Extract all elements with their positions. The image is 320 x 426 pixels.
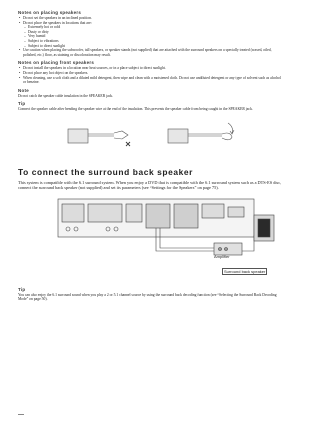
placing-speakers-section [18,10,282,57]
right-cable-drawing [168,123,234,143]
surround-section [18,167,282,191]
speaker-grille [258,219,270,237]
amplifier-label: Amplifier [214,253,230,259]
note-section [18,88,282,99]
placing-bullet-1: • Do not set the speakers in an inclined position. [23,16,282,21]
connector-block-5 [228,207,244,217]
connection-diagram [18,195,282,287]
cable-diagram-svg [18,115,282,161]
amplifier-knob-2 [225,247,228,250]
speaker-terminals [146,204,170,228]
tip2-section [18,287,282,302]
right-jack [168,129,188,143]
placing-dash-1: – Extremely hot or cold [28,25,282,30]
right-bent-wire [222,133,232,140]
left-cable-drawing [68,129,130,146]
placing-caution: • Use caution when placing the subwoofer, tall speakers, or speaker stands (not supplied) that are attached with the surround speakers on a specially treated (waxed, oiled, polished, etc.) floor, as staining or discoloration may result. [23,48,282,57]
placing-dash-4: – Subject to vibrations [28,39,282,44]
connector-block-2 [88,204,122,222]
placing-front-heading: Notes on placing front speakers [18,60,95,66]
left-jack [68,129,88,143]
cable-to-speaker [242,235,254,251]
tip1-heading: Tip [18,101,26,107]
tip1-text: Connect the speaker cable after bending the speaker wire at the end of the insulation. This prevents the speaker cable from being caught in the SPEAKER jack. [18,107,253,112]
x-mark-icon [126,142,130,146]
surround-text: This system is compatible with the 6.1 surround system. When you enjoy a DVD that is compatible with the 6.1 surround system such as a DTS-ES disc, connect the surround back speaker (not supplied) and set its parameters (see “Settings for the Speakers” on page 75). [18,179,282,191]
tip2-heading: Tip [18,286,26,292]
surround-heading: To connect the surround back speaker [18,166,194,177]
connector-block-1 [62,204,84,222]
placing-bullet-2 [23,21,282,49]
placing-bullet-2-text: Do not place the speakers in locations that are: [23,20,92,25]
placing-dash-2: – Dusty or dirty [28,30,282,35]
speaker-terminals-2 [174,204,198,228]
placing-front-section [18,60,282,84]
manual-page [18,10,282,302]
placing-speakers-heading: Notes on placing speakers [18,10,82,15]
note-heading: Note [18,87,29,93]
cable-illustration [18,115,282,161]
connector-block-4 [202,204,224,218]
tip2-text: You can also enjoy the 6.1 surround sound when you play a 2 or 5.1 channel source by using the surround back decoding function (see “Selecting the Surround Back Decoding Mode” on page 50). [18,292,277,302]
page-number-rule [18,414,24,415]
front-bullet-2: • Do not place any hot object on the speakers. [23,71,282,76]
placing-dash-5: – Subject to direct sunlight [28,44,282,49]
front-bullet-1: • Do not install the speakers in a location near heat sources, or in a place subject to direct sunlight. [23,66,282,71]
placing-dash-3: – Very humid [28,34,282,39]
connector-block-3 [126,204,142,222]
front-bullet-3: • When cleaning, use a soft cloth and a diluted mild detergent, then wipe and clean with a moistened cloth. Do not use undiluted detergent or any type of solvent such as alcohol or benzine. [23,76,282,85]
speaker-drawing [254,215,274,241]
amplifier-knob-1 [219,247,222,250]
note-text: Do not catch the speaker cable insulation in the SPEAKER jack. [18,93,114,98]
speaker-label: Surround back speaker [224,268,266,274]
connection-svg [18,195,282,267]
tip1-section [18,101,282,112]
left-wire-end [114,131,128,139]
